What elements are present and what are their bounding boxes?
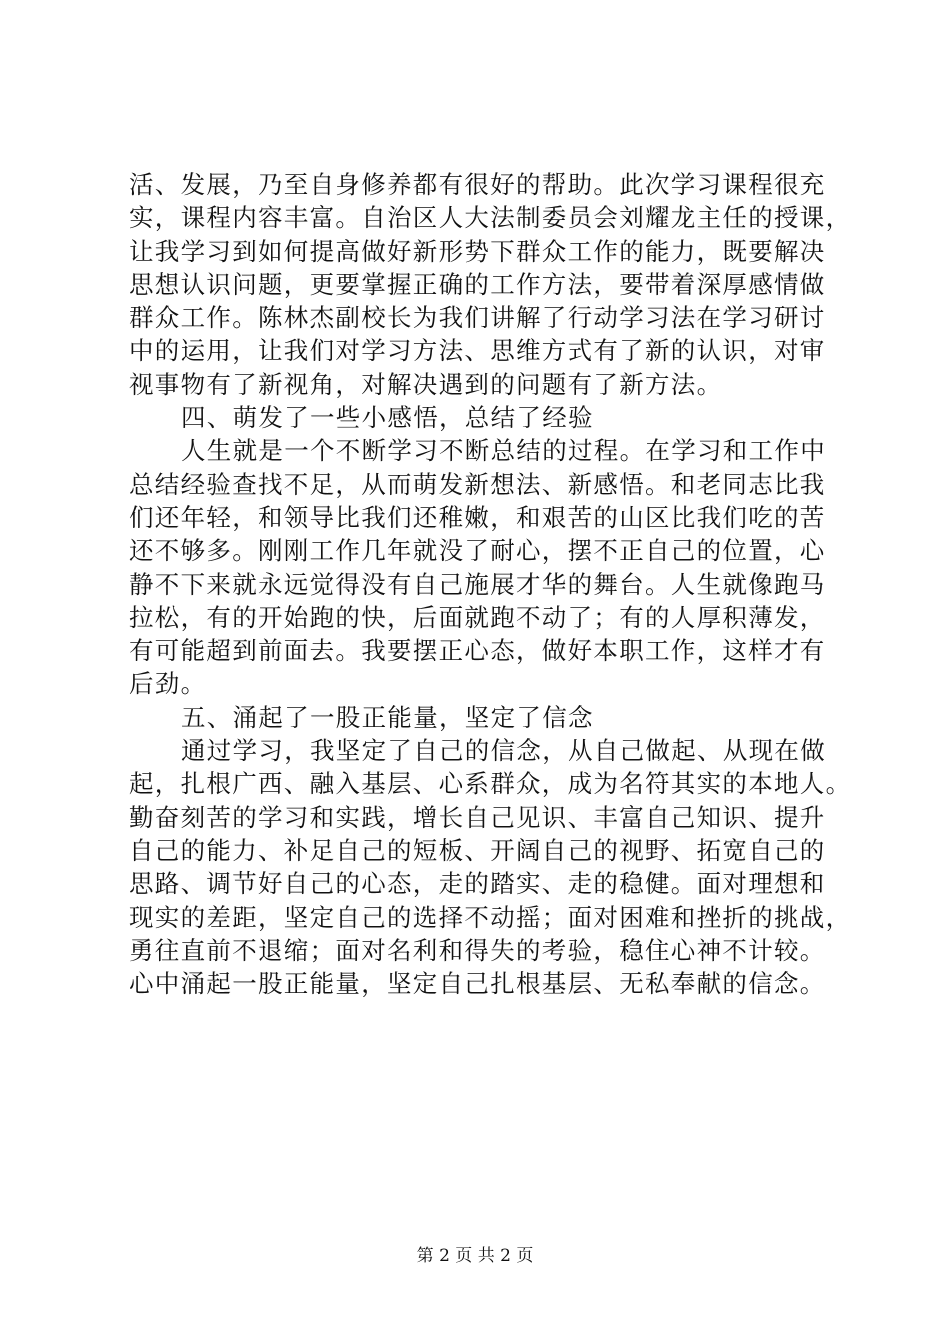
- text-line: 五、涌起了一股正能量，坚定了信念: [181, 702, 594, 732]
- text-line: 后劲。: [129, 669, 207, 699]
- text-line: 勇往直前不退缩；面对名利和得失的考验，稳住心神不计较。: [129, 935, 826, 965]
- text-line: 总结经验查找不足，从而萌发新想法、新感悟。和老同志比我: [129, 469, 826, 499]
- text-line: 还不够多。刚刚工作几年就没了耐心，摆不正自己的位置，心: [129, 536, 826, 566]
- text-line: 思想认识问题，更要掌握正确的工作方法，要带着深厚感情做: [129, 269, 826, 299]
- text-line: 们还年轻，和领导比我们还稚嫩，和艰苦的山区比我们吃的苦: [129, 502, 826, 532]
- text-line: 中的运用，让我们对学习方法、思维方式有了新的认识，对审: [129, 336, 826, 366]
- text-line: 拉松，有的开始跑的快，后面就跑不动了；有的人厚积薄发，: [129, 602, 826, 632]
- text-line: 四、萌发了一些小感悟，总结了经验: [181, 403, 594, 433]
- text-line: 起，扎根广西、融入基层、心系群众，成为名符其实的本地人。: [129, 769, 852, 799]
- text-line: 活、发展，乃至自身修养都有很好的帮助。此次学习课程很充: [129, 170, 826, 199]
- page-footer: 第 2 页 共 2 页: [416, 1246, 534, 1266]
- text-line: 勤奋刻苦的学习和实践，增长自己见识、丰富自己知识、提升: [129, 802, 826, 832]
- text-line: 视事物有了新视角，对解决遇到的问题有了新方法。: [129, 369, 723, 399]
- text-line: 心中涌起一股正能量，坚定自己扎根基层、无私奉献的信念。: [129, 969, 826, 999]
- document-body: [129, 168, 852, 1000]
- text-line: 群众工作。陈林杰副校长为我们讲解了行动学习法在学习研讨: [129, 303, 826, 333]
- text-line: 通过学习，我坚定了自己的信念，从自己做起、从现在做: [181, 736, 826, 766]
- text-line: 现实的差距，坚定自己的选择不动摇；面对困难和挫折的挑战，: [129, 902, 852, 932]
- text-line: 让我学习到如何提高做好新形势下群众工作的能力，既要解决: [129, 236, 826, 266]
- text-line: 思路、调节好自己的心态，走的踏实、走的稳健。面对理想和: [129, 869, 826, 899]
- text-line: 静不下来就永远觉得没有自己施展才华的舞台。人生就像跑马: [129, 569, 826, 599]
- text-line: 人生就是一个不断学习不断总结的过程。在学习和工作中: [181, 436, 826, 466]
- text-line: 有可能超到前面去。我要摆正心态，做好本职工作，这样才有: [129, 636, 826, 666]
- text-line: 实，课程内容丰富。自治区人大法制委员会刘耀龙主任的授课，: [129, 203, 852, 233]
- text-line: 自己的能力、补足自己的短板、开阔自己的视野、拓宽自己的: [129, 835, 826, 865]
